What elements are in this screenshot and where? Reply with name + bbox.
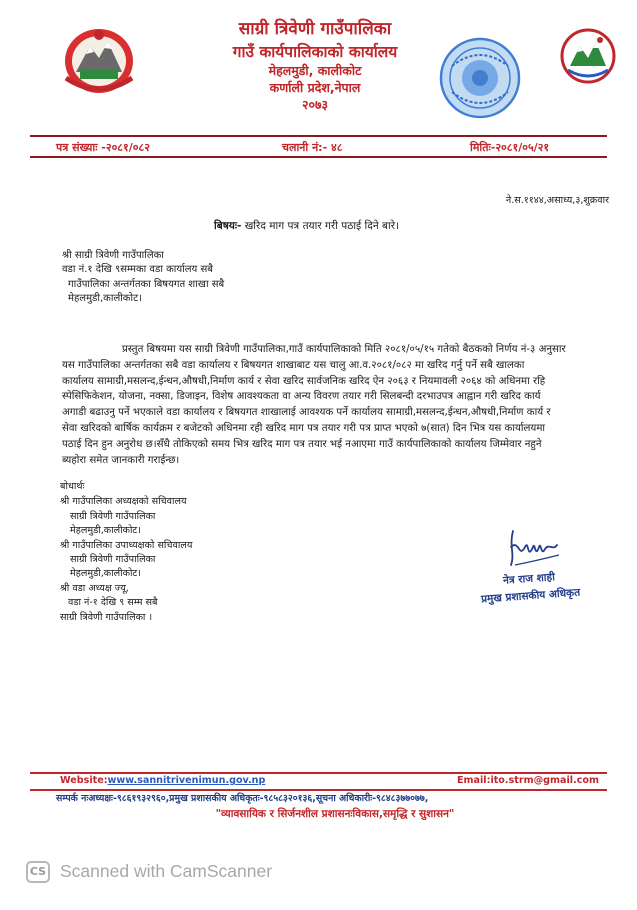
- cc-line: मेहलमुडी,कालीकोट।: [70, 568, 141, 580]
- body-line: प्रस्तुत बिषयमा यस साग्री त्रिवेणी गाउँपालिका,गाउँ कार्यपालिकाको मिति २०८१/०५/१५ गतेको बैठकको निर्णय नं-३ अनुसार: [122, 344, 566, 355]
- letter-body: [62, 342, 584, 468]
- office-stamp-seal: [438, 36, 522, 120]
- footer-website: [60, 775, 265, 786]
- header-divider: [30, 135, 607, 137]
- email-link[interactable]: ito.strm@gmail.com: [490, 775, 599, 786]
- footer-email: [457, 775, 599, 786]
- cc-line: साग्री त्रिवेणी गाउँपालिका ।: [60, 611, 153, 623]
- dispatch-number: चलानी नं:- ४८: [282, 141, 343, 154]
- recipient-line: गाउँपालिका अन्तर्गतका बिषयगत शाखा सबै: [68, 278, 225, 290]
- body-line: स्पेसिफिकेशन, योजना, नक्सा, डिजाइन, विशेष आवश्यकता वा अन्य विवरण तयार गरी सिलबन्दी दरभाउपत्र आह्वान गरी खरिद कार्य: [62, 391, 541, 403]
- footer-contacts: सम्पर्क नःअध्यक्षः-९८६१९३२९६०,प्रमुख प्रशासकीय अधिकृतः-९८५८३२०१३६,सूचना अधिकारीः-९८४८३७७०७७,: [56, 793, 429, 804]
- body-line: पठाई दिन हुन अनुरोध छ।सँधै तोकिएको समय भित्र खरिद माग पत्र तयार भई नआएमा गाउँ कार्यपालिकाको कार्यालय जिम्मेवार नहुने: [62, 438, 542, 450]
- body-line: सेवा खरिदको बार्षिक कार्यक्रम र बजेटको अधिनमा रही खरिद माग पत्र तयार गरी पत्र प्राप्त भएको ७(सात) दिन भित्र यस कार्यालयमा: [62, 422, 546, 434]
- nepal-emblem-logo: [60, 24, 138, 96]
- cc-line: साग्री त्रिवेणी गाउँपालिका: [70, 554, 156, 566]
- subject-line: [214, 219, 399, 233]
- footer-divider: [30, 772, 607, 774]
- province-name: कर्णाली प्रदेश,नेपाल: [269, 80, 361, 95]
- cc-label: बोधार्थः: [60, 481, 85, 492]
- org-name: साग्री त्रिवेणी गाउँपालिका: [238, 19, 392, 39]
- handwritten-signature: [505, 525, 565, 571]
- recipient-line: वडा नं.१ देखि ९सम्मका वडा कार्यालय सबै: [62, 264, 213, 276]
- office-name: गाउँ कार्यपालिकाको कार्यालय: [232, 43, 398, 61]
- office-address: मेहलमुडी, कालीकोट: [268, 63, 362, 78]
- body-line: ब्यहोरा समेत जानकारी गराईन्छ।: [62, 454, 180, 466]
- signatory-name: नेत्र राज शाही: [502, 571, 556, 587]
- subject-label: बिषयः-: [214, 220, 242, 232]
- cc-line: वडा नं-१ देखि ९ सम्म सबै: [68, 597, 158, 609]
- recipient-line: मेहलमुडी,कालीकोट।: [68, 292, 142, 304]
- camscanner-badge: CS: [26, 861, 50, 883]
- cc-line: साग्री त्रिवेणी गाउँपालिका: [70, 510, 156, 522]
- cc-line: मेहलमुडी,कालीकोट।: [70, 525, 141, 537]
- camscanner-watermark-text: Scanned with CamScanner: [60, 861, 273, 881]
- recipient-line: श्री साग्री त्रिवेणी गाउँपालिका: [62, 250, 164, 261]
- website-link[interactable]: www.sannitrivenimun.gov.np: [107, 775, 266, 786]
- body-line: अगाडी बढाउनु पर्ने भएकाले वडा कार्यालय र बिषयगत शाखालाई आवश्यक पर्ने कार्यालय सामाग्री,मसलन्द,ईन्धन,औषधी,निर्माण कार्य र: [62, 407, 551, 419]
- established-year: २०७३: [301, 97, 328, 112]
- signatory-title: प्रमुख प्रशासकीय अधिकृत: [480, 586, 581, 606]
- municipality-logo: [560, 26, 616, 86]
- reference-divider: [30, 156, 607, 158]
- cc-block: [60, 480, 192, 625]
- cc-line: श्री गाउँपालिका अध्यक्षको सचिवालय: [60, 496, 187, 508]
- website-label: Website:: [60, 775, 108, 786]
- cc-line: श्री वडा अध्यक्ष ज्यू,: [60, 582, 129, 594]
- letter-date: मितिः-२०८१/०५/२१: [470, 141, 550, 154]
- body-line: यस गाउँपालिका अन्तर्गतका सबै वडा कार्यालय र बिषयगत शाखाबाट यस चालु आ.व.२०८१/०८२ मा खरिद गर्नु पर्ने सबै खालका: [62, 359, 525, 371]
- footer-slogan: "व्यावसायिक र सिर्जनशील प्रशासनःविकास,समृद्धि र सुशासन": [215, 808, 455, 820]
- letter-number: पत्र संख्याः -२०८१/०८२: [56, 141, 150, 154]
- body-line: कार्यालय सामाग्री,मसलन्द,ईन्धन,औषधी,निर्माण कार्य र सेवा खरिद सार्वजनिक खरिद ऐन २०६३ र नियमावली २०६४ को अधिनमा रहि: [62, 375, 546, 387]
- email-label: Email:: [456, 775, 491, 786]
- subject-text: खरिद माग पत्र तयार गरी पठाई दिने बारे।: [244, 220, 399, 232]
- nepal-sambat-date: ने.स.११४४,असाध्य,३,शुक्रवार: [505, 195, 609, 206]
- cc-line: श्री गाउँपालिका उपाध्यक्षको सचिवालय: [60, 539, 193, 551]
- recipient-block: [62, 249, 224, 306]
